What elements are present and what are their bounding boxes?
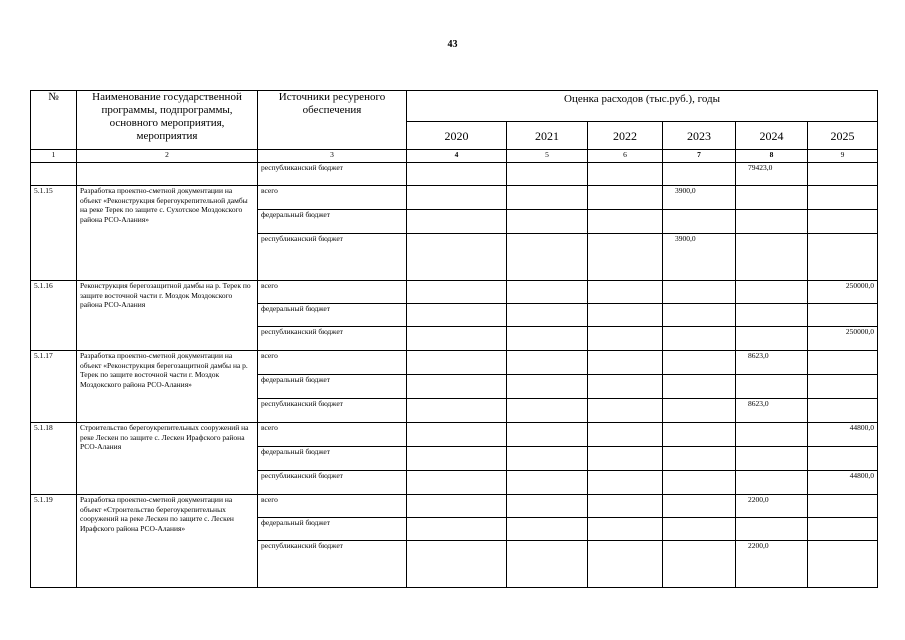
amount-cell [663, 351, 736, 375]
amount-cell [808, 447, 878, 471]
amount-cell [507, 541, 588, 588]
activity-name [77, 163, 258, 186]
amount-cell [407, 304, 507, 327]
activity-name: Разработка проектно-сметной документации на объект «Реконструкция берегоукрепительной дамбы на реке Терек по защите с. Сухотское Моздокского района РСО-Алания» [77, 186, 258, 281]
amount-cell [507, 423, 588, 447]
column-number: 4 [407, 150, 507, 163]
amount-cell [407, 327, 507, 351]
funding-source: республиканский бюджет [258, 471, 407, 495]
amount-cell [808, 234, 878, 281]
amount-cell [407, 447, 507, 471]
amount-cell [736, 281, 808, 304]
amount-cell [663, 447, 736, 471]
amount-cell: 250000,0 [808, 281, 878, 304]
amount-cell [663, 518, 736, 541]
amount-cell: 44800,0 [808, 423, 878, 447]
amount-cell [808, 375, 878, 399]
amount-cell [808, 399, 878, 423]
amount-cell [808, 351, 878, 375]
amount-cell [588, 471, 663, 495]
amount-cell [663, 495, 736, 518]
amount-cell [407, 186, 507, 210]
funding-source: федеральный бюджет [258, 447, 407, 471]
column-number: 1 [31, 150, 77, 163]
amount-cell [736, 518, 808, 541]
amount-cell [736, 327, 808, 351]
funding-source: федеральный бюджет [258, 518, 407, 541]
table-row [31, 163, 878, 186]
amount-cell [736, 210, 808, 234]
amount-cell [407, 541, 507, 588]
column-number: 6 [588, 150, 663, 163]
amount-cell: 44800,0 [808, 471, 878, 495]
amount-cell [663, 210, 736, 234]
header-year: 2024 [736, 122, 808, 150]
amount-cell [407, 375, 507, 399]
amount-cell [808, 163, 878, 186]
amount-cell [407, 281, 507, 304]
column-number: 7 [663, 150, 736, 163]
header-source: Источники ресуреного обеспечения [258, 91, 407, 150]
funding-source: республиканский бюджет [258, 234, 407, 281]
amount-cell [808, 518, 878, 541]
amount-cell [736, 375, 808, 399]
amount-cell [407, 471, 507, 495]
amount-cell [663, 163, 736, 186]
column-number-row [31, 150, 878, 163]
amount-cell [407, 495, 507, 518]
amount-cell: 8623,0 [736, 399, 808, 423]
column-number: 5 [507, 150, 588, 163]
amount-cell [588, 351, 663, 375]
amount-cell [507, 375, 588, 399]
header-year: 2025 [808, 122, 878, 150]
amount-cell [663, 423, 736, 447]
amount-cell [407, 210, 507, 234]
amount-cell [588, 447, 663, 471]
funding-source: федеральный бюджет [258, 210, 407, 234]
funding-source: федеральный бюджет [258, 304, 407, 327]
amount-cell [507, 327, 588, 351]
row-number: 5.1.17 [31, 351, 77, 423]
amount-cell [663, 399, 736, 423]
amount-cell [663, 471, 736, 495]
amount-cell [736, 423, 808, 447]
table-row [31, 351, 878, 375]
amount-cell [588, 518, 663, 541]
amount-cell [507, 186, 588, 210]
table-row [31, 495, 878, 518]
amount-cell [588, 163, 663, 186]
amount-cell [407, 518, 507, 541]
amount-cell [588, 186, 663, 210]
amount-cell [588, 495, 663, 518]
funding-source: республиканский бюджет [258, 327, 407, 351]
amount-cell [507, 471, 588, 495]
activity-name: Разработка проектно-сметной документации на объект «Реконструкция берегозащитной дамбы на р. Терек по защите восточной части г. Моздок Моздокского района РСО-Алания» [77, 351, 258, 423]
funding-source: всего [258, 495, 407, 518]
amount-cell [736, 471, 808, 495]
amount-cell [507, 234, 588, 281]
amount-cell [588, 541, 663, 588]
amount-cell: 2200,0 [736, 495, 808, 518]
header-name: Наименование государственной программы, подпрограммы, основного мероприятия, мероприятия [77, 91, 258, 150]
amount-cell [588, 234, 663, 281]
funding-source: федеральный бюджет [258, 375, 407, 399]
amount-cell: 2200,0 [736, 541, 808, 588]
amount-cell [736, 234, 808, 281]
amount-cell [507, 163, 588, 186]
row-number [31, 163, 77, 186]
amount-cell [736, 186, 808, 210]
amount-cell [507, 304, 588, 327]
header-year: 2022 [588, 122, 663, 150]
amount-cell [808, 304, 878, 327]
amount-cell: 79423,0 [736, 163, 808, 186]
activity-name: Строительство берегоукрепительных сооружений на реке Лескен по защите с. Лескен Ирафского района РСО-Алания [77, 423, 258, 495]
amount-cell [663, 541, 736, 588]
amount-cell [507, 281, 588, 304]
header-no: № [31, 91, 77, 150]
column-number: 8 [736, 150, 808, 163]
amount-cell [507, 351, 588, 375]
table-row [31, 186, 878, 210]
row-number: 5.1.18 [31, 423, 77, 495]
amount-cell [808, 541, 878, 588]
amount-cell [663, 304, 736, 327]
column-number: 2 [77, 150, 258, 163]
row-number: 5.1.15 [31, 186, 77, 281]
amount-cell [407, 423, 507, 447]
amount-cell [588, 423, 663, 447]
amount-cell [407, 234, 507, 281]
amount-cell [588, 304, 663, 327]
row-number: 5.1.19 [31, 495, 77, 588]
amount-cell [808, 210, 878, 234]
amount-cell [507, 447, 588, 471]
amount-cell [588, 210, 663, 234]
activity-name: Разработка проектно-сметной документации на объект «Строительство берегоукрепительных сооружений на реке Лескен по защите с. Лескен Ирафского района РСО-Алания» [77, 495, 258, 588]
funding-source: всего [258, 186, 407, 210]
amount-cell [588, 375, 663, 399]
activity-name: Реконструкция берегозащитной дамбы на р. Терек по защите восточной части г. Моздок Моздокского района РСО-Алания [77, 281, 258, 351]
amount-cell [507, 495, 588, 518]
amount-cell [407, 399, 507, 423]
page-number: 43 [447, 39, 458, 50]
row-number: 5.1.16 [31, 281, 77, 351]
funding-source: республиканский бюджет [258, 163, 407, 186]
amount-cell [588, 399, 663, 423]
column-number: 3 [258, 150, 407, 163]
amount-cell [663, 375, 736, 399]
amount-cell: 8623,0 [736, 351, 808, 375]
table-row [31, 281, 878, 304]
amount-cell [736, 304, 808, 327]
amount-cell [407, 163, 507, 186]
table-row [31, 423, 878, 447]
amount-cell [507, 210, 588, 234]
funding-source: всего [258, 281, 407, 304]
amount-cell [808, 495, 878, 518]
amount-cell: 3900,0 [663, 234, 736, 281]
amount-cell [588, 281, 663, 304]
amount-cell: 250000,0 [808, 327, 878, 351]
amount-cell [507, 518, 588, 541]
header-estimate: Оценка расходов (тыс.руб.), годы [407, 91, 878, 122]
amount-cell [507, 399, 588, 423]
amount-cell: 3900,0 [663, 186, 736, 210]
amount-cell [663, 281, 736, 304]
header-year: 2020 [407, 122, 507, 150]
funding-source: всего [258, 351, 407, 375]
header-year: 2021 [507, 122, 588, 150]
column-number: 9 [808, 150, 878, 163]
budget-table [30, 90, 878, 588]
funding-source: республиканский бюджет [258, 541, 407, 588]
funding-source: республиканский бюджет [258, 399, 407, 423]
amount-cell [407, 351, 507, 375]
funding-source: всего [258, 423, 407, 447]
amount-cell [808, 186, 878, 210]
amount-cell [736, 447, 808, 471]
amount-cell [588, 327, 663, 351]
header-year: 2023 [663, 122, 736, 150]
amount-cell [663, 327, 736, 351]
